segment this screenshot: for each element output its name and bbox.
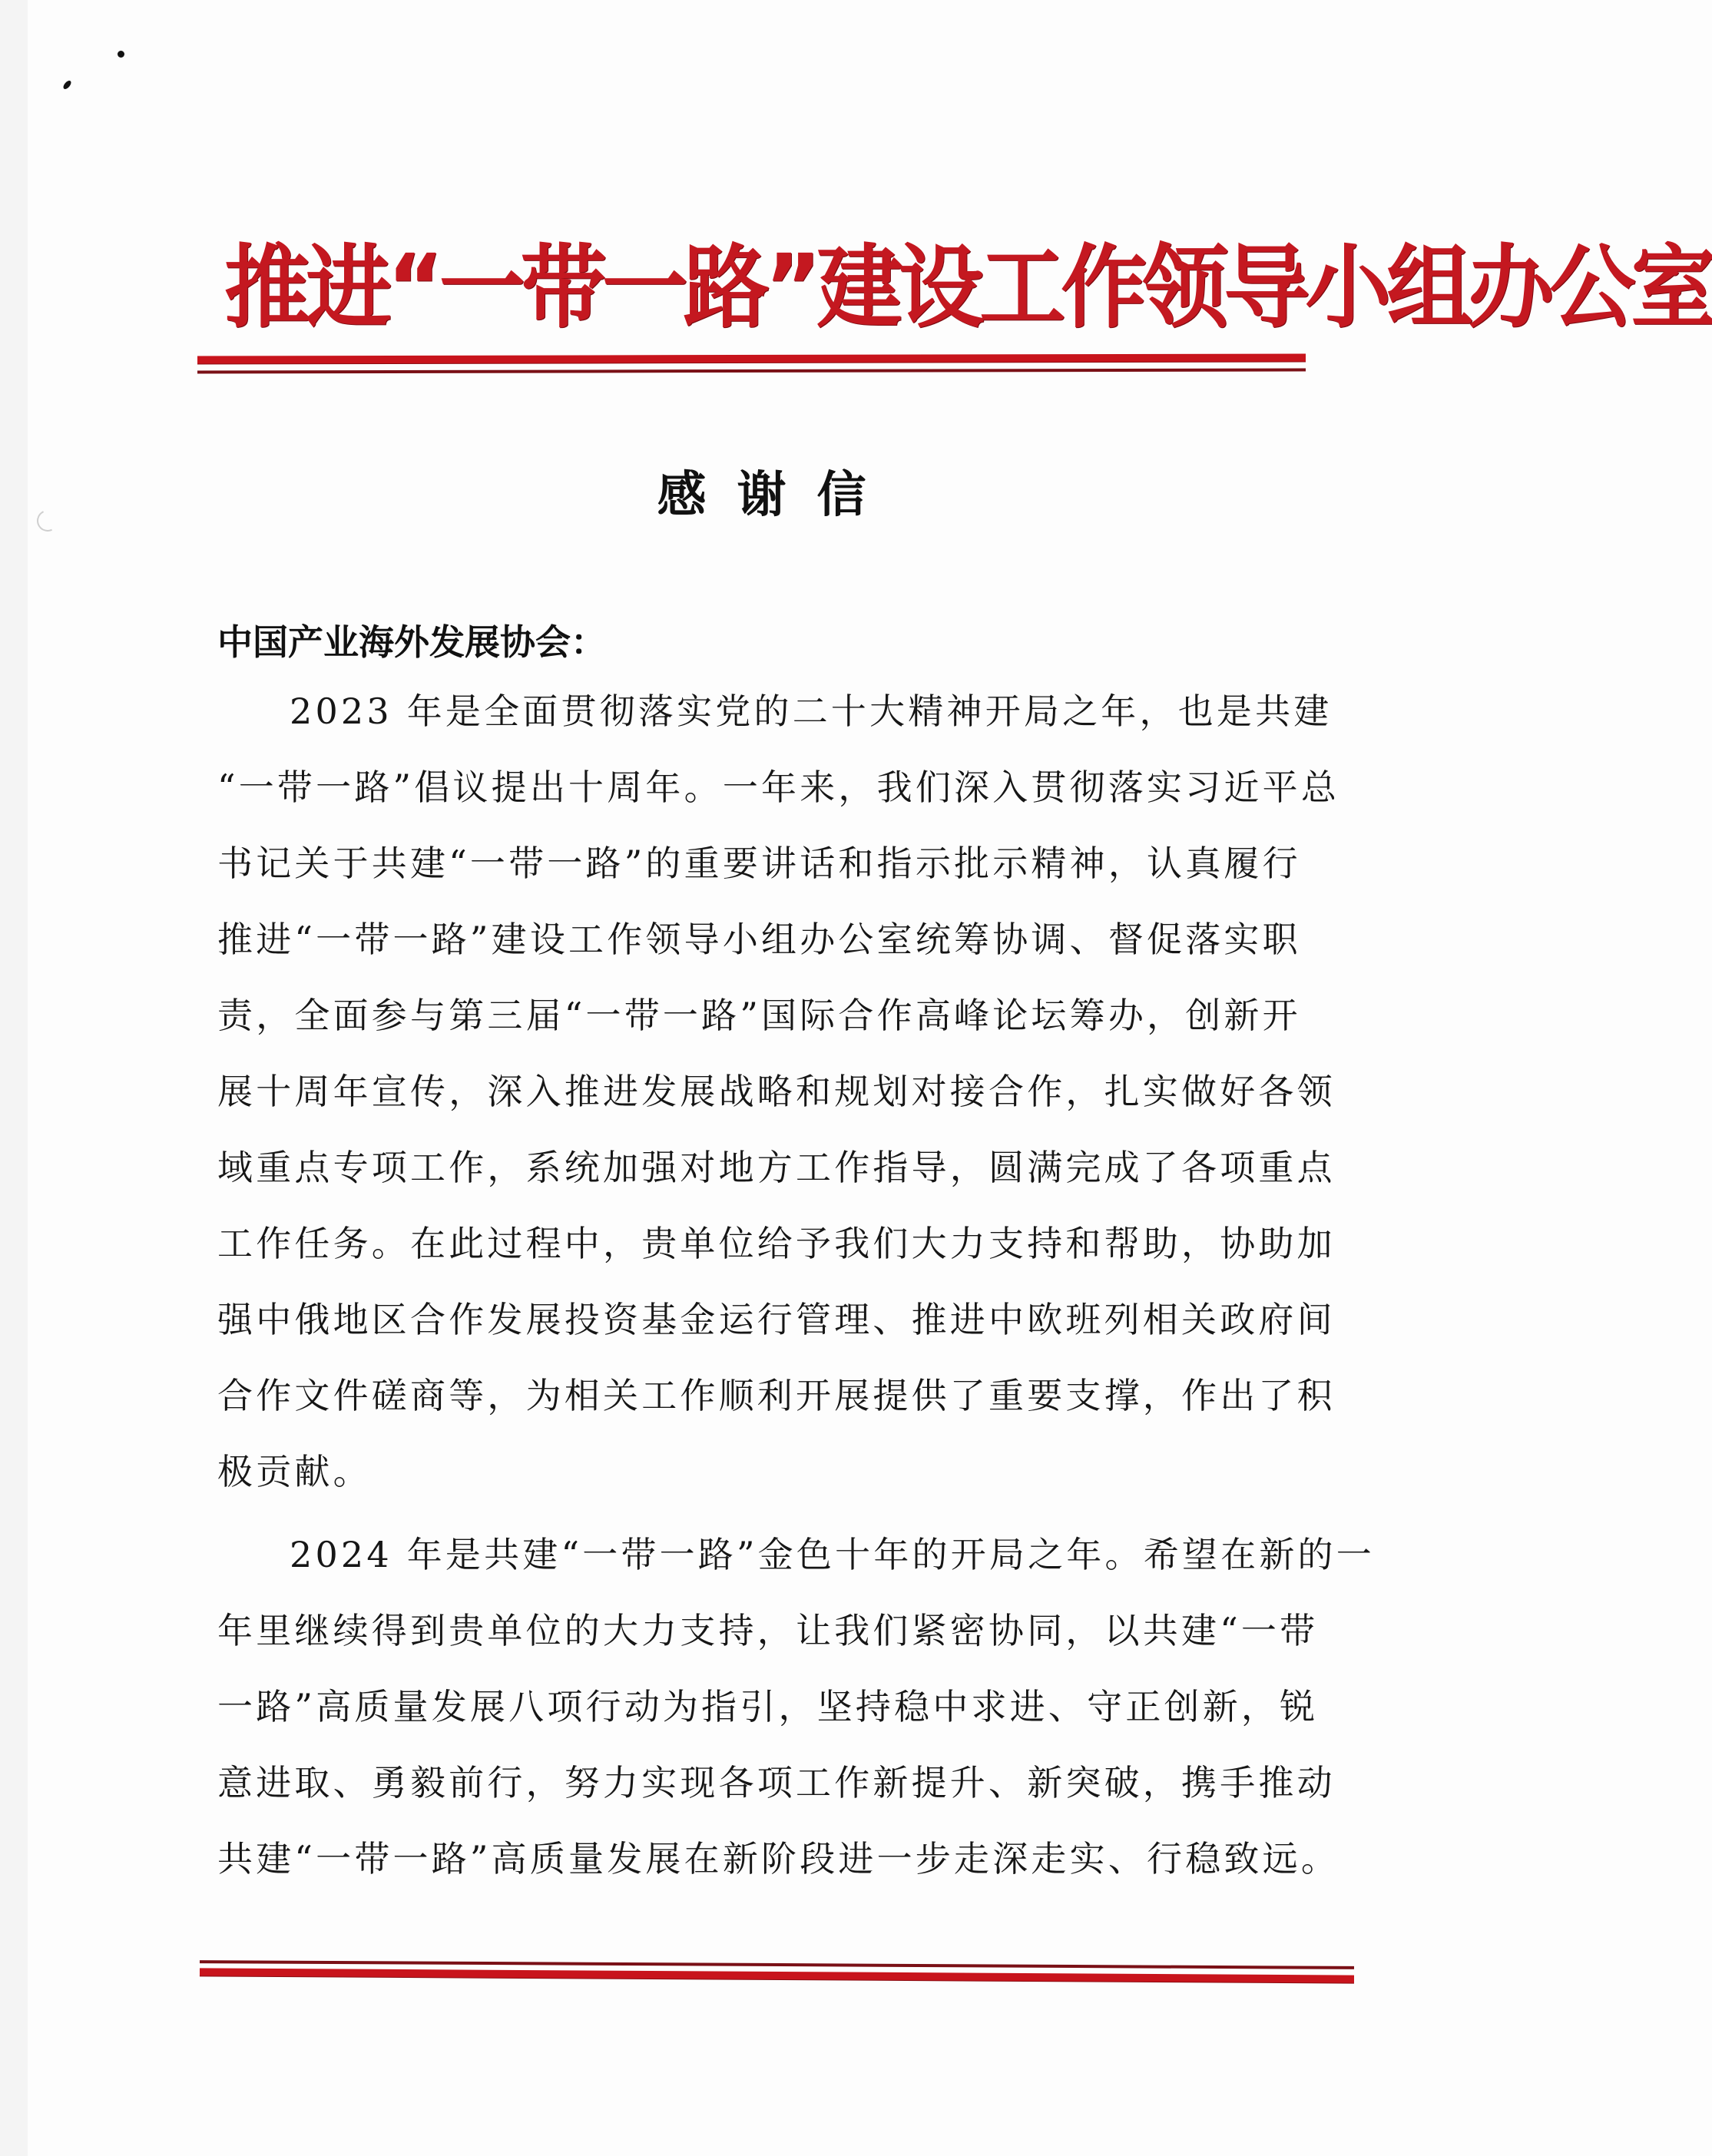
text-line: 年里继续得到贵单位的大力支持，让我们紧密协同，以共建“一带 xyxy=(217,1610,1319,1651)
text-line: 域重点专项工作，系统加强对地方工作指导，圆满完成了各项重点 xyxy=(217,1147,1336,1188)
salutation: 中国产业海外发展协会： xyxy=(217,621,606,663)
text-line: 书记关于共建“一带一路”的重要讲话和指示批示精神，认真履行 xyxy=(217,843,1301,884)
scan-margin xyxy=(0,0,28,2156)
text-line: 极贡献。 xyxy=(217,1451,372,1492)
document-title: 感谢信 xyxy=(657,467,897,524)
scan-speck xyxy=(118,51,124,58)
text-line: 工作任务。在此过程中，贵单位给予我们大力支持和帮助，协助加 xyxy=(217,1223,1336,1264)
paragraph-2 xyxy=(217,1517,1375,1897)
text-line: 2023 年是全面贯彻落实党的二十大精神开局之年，也是共建 xyxy=(290,691,1333,732)
text-line: “一带一路”倡议提出十周年。一年来，我们深入贯彻落实习近平总 xyxy=(217,767,1340,808)
text-line: 责，全面参与第三届“一带一路”国际合作高峰论坛筹办，创新开 xyxy=(217,995,1301,1036)
text-line: 展十周年宣传，深入推进发展战略和规划对接合作，扎实做好各领 xyxy=(217,1071,1336,1112)
text-line: 意进取、勇毅前行，努力实现各项工作新提升、新突破，携手推动 xyxy=(217,1762,1336,1803)
text-line: 共建“一带一路”高质量发展在新阶段进一步走深走实、行稳致远。 xyxy=(217,1838,1340,1879)
letterhead-rule-thin xyxy=(197,368,1306,373)
letterhead-rule-thick xyxy=(197,353,1306,363)
scan-speck xyxy=(62,79,73,90)
letterhead-organization: 推进“一带一路”建设工作领导小组办公室 xyxy=(224,235,1712,341)
text-line: 合作文件磋商等，为相关工作顺利开展提供了重要支撑，作出了积 xyxy=(217,1375,1336,1416)
paragraph-1 xyxy=(217,674,1340,1510)
text-line: 强中俄地区合作发展投资基金运行管理、推进中欧班列相关政府间 xyxy=(217,1299,1336,1340)
footer-rule-thin xyxy=(200,1960,1354,1969)
text-line: 推进“一带一路”建设工作领导小组办公室统筹协调、督促落实职 xyxy=(217,919,1301,960)
footer-rule-thick xyxy=(200,1968,1354,1982)
text-line: 2024 年是共建“一带一路”金色十年的开局之年。希望在新的一 xyxy=(290,1534,1375,1575)
text-line: 一路”高质量发展八项行动为指引，坚持稳中求进、守正创新，锐 xyxy=(217,1686,1319,1727)
